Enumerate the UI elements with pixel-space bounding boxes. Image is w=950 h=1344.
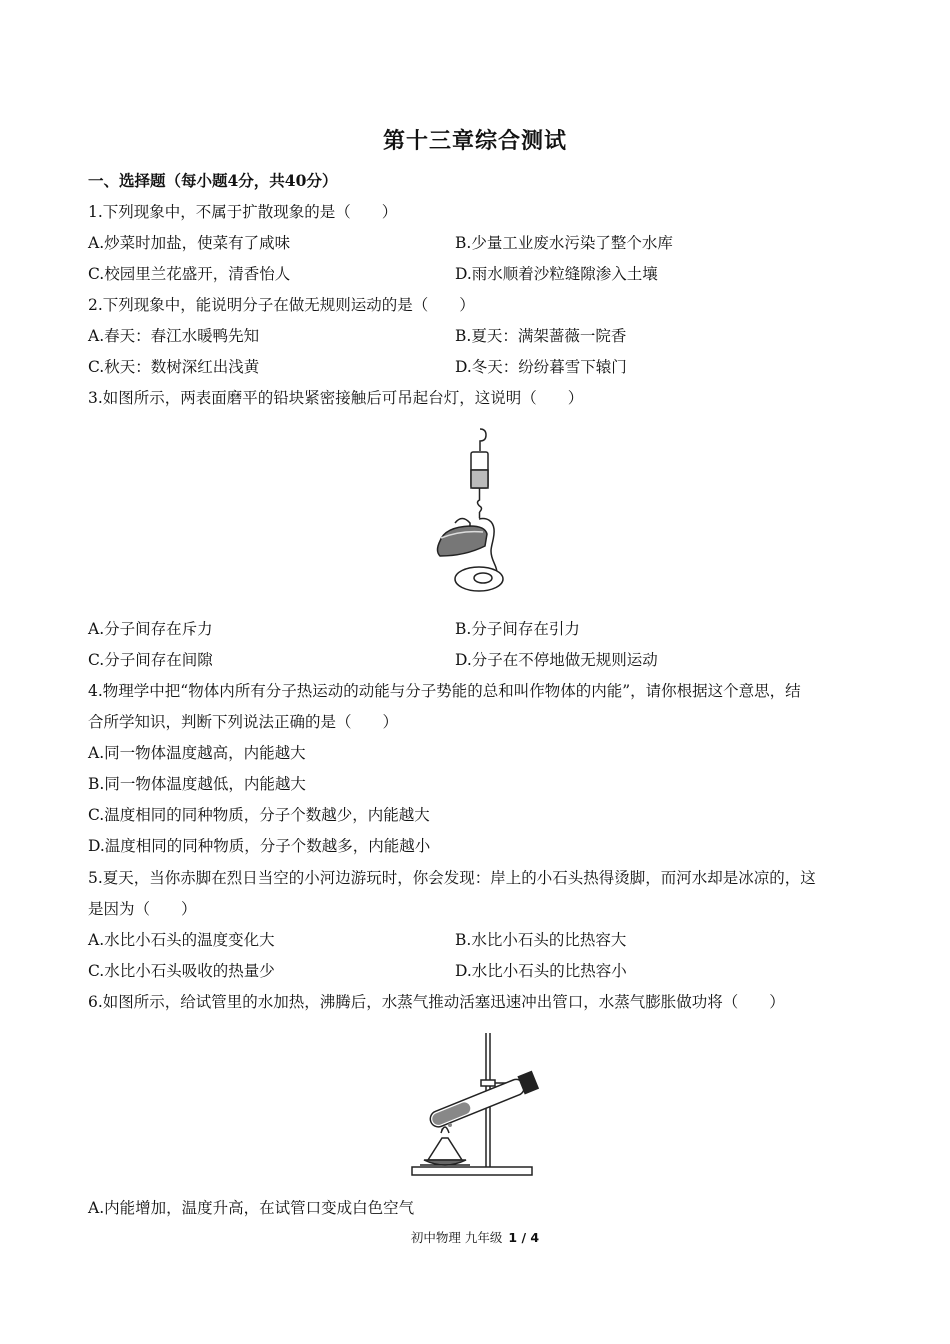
question-2-stem: 2.下列现象中，能说明分子在做无规则运动的是（ ） [88,296,475,314]
lamp-lead-blocks-figure [425,426,525,606]
page-footer [0,1228,950,1246]
question-2-option-b: B.夏天：满架蔷薇一院香 [455,327,627,345]
question-6-option-a: A.内能增加，温度升高，在试管口变成白色空气 [88,1199,415,1217]
footer-subject: 初中物理 九年级 [410,1230,503,1245]
question-5-stem-line1: 5.夏天，当你赤脚在烈日当空的小河边游玩时，你会发现：岸上的小石头热得烫脚，而河水却是冰凉的，这 [88,869,816,887]
question-2-option-c: C.秋天：数树深红出浅黄 [88,358,260,376]
question-4-stem-line1: 4.物理学中把“物体内所有分子热运动的动能与分子势能的总和叫作物体的内能”，请你根据这个意思，结 [88,682,801,700]
question-4-option-b: B.同一物体温度越低，内能越大 [88,775,306,793]
question-3-option-d: D.分子在不停地做无规则运动 [455,651,658,669]
page-title: 第十三章综合测试 [382,128,567,154]
question-6-stem: 6.如图所示，给试管里的水加热，沸腾后，水蒸气推动活塞迅速冲出管口，水蒸气膨胀做功将（ ） [88,993,785,1011]
question-5-option-c: C.水比小石头吸收的热量少 [88,962,275,980]
question-3-option-b: B.分子间存在引力 [455,620,580,638]
question-2-option-a: A.春天：春江水暖鸭先知 [88,327,260,345]
question-4-option-a: A.同一物体温度越高，内能越大 [88,744,306,762]
question-1-option-b: B.少量工业废水污染了整个水库 [455,234,673,252]
question-1-option-a: A.炒菜时加盐，使菜有了咸味 [88,234,291,252]
question-1-option-c: C.校园里兰花盛开，清香怡人 [88,265,291,283]
page-number: 1 / 4 [508,1230,540,1245]
question-4-option-d: D.温度相同的同种物质，分子个数越多，内能越小 [88,837,431,855]
question-5-option-b: B.水比小石头的比热容大 [455,931,627,949]
question-1-stem: 1.下列现象中，不属于扩散现象的是（ ） [88,203,398,221]
test-tube-heating-figure [408,1025,553,1185]
question-5-stem-line2: 是因为（ ） [88,900,197,918]
question-4-option-c: C.温度相同的同种物质，分子个数越少，内能越大 [88,806,430,824]
section-heading: 一、选择题（每小题4分，共40分） [88,171,338,190]
question-5-option-d: D.水比小石头的比热容小 [455,962,627,980]
question-4-stem-line2: 合所学知识，判断下列说法正确的是（ ） [88,713,399,731]
question-3-option-c: C.分子间存在间隙 [88,651,213,669]
question-2-option-d: D.冬天：纷纷暮雪下辕门 [455,358,627,376]
question-5-option-a: A.水比小石头的温度变化大 [88,931,275,949]
question-1-option-d: D.雨水顺着沙粒缝隙渗入土壤 [455,265,658,283]
question-3-stem: 3.如图所示，两表面磨平的铅块紧密接触后可吊起台灯，这说明（ ） [88,389,584,407]
question-3-option-a: A.分子间存在斥力 [88,620,213,638]
